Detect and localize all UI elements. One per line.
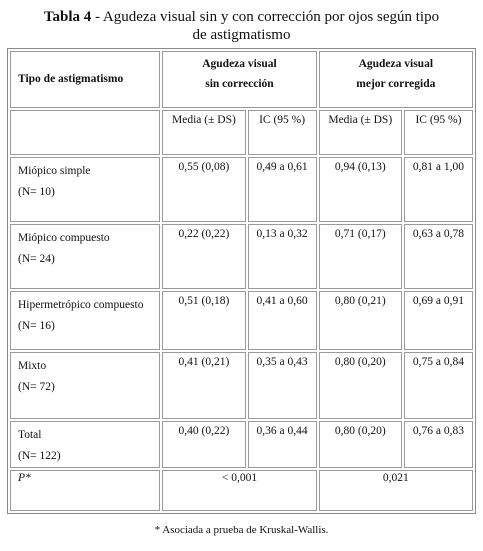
cell-mean-uncorrected: 0,22 (0,22) (162, 224, 245, 289)
caption-text-line2: de astigmatismo (192, 27, 291, 43)
header-mean-1: Media (± DS) (162, 110, 245, 156)
header-group-corrected-line1: Agudeza visual (358, 58, 434, 70)
header-mean-2: Media (± DS) (319, 110, 402, 156)
header-type: Tipo de astigmatismo (10, 51, 160, 108)
row-label (10, 291, 160, 350)
header-row-sub (10, 110, 473, 156)
row-name: Miópico simple (18, 165, 91, 178)
cell-mean-corrected: 0,80 (0,20) (319, 421, 402, 469)
header-group-uncorrected-line1: Agudeza visual (202, 58, 277, 70)
table-row (10, 157, 473, 222)
cell-ci-uncorrected: 0,49 a 0,61 (248, 157, 317, 222)
row-label (10, 224, 160, 289)
row-name: Hipermetrópico compuesto (18, 299, 144, 312)
row-n: (N= 24) (18, 253, 55, 266)
cell-mean-corrected: 0,94 (0,13) (319, 157, 402, 222)
row-name: Mixto (18, 359, 47, 372)
p-value-uncorrected: < 0,001 (162, 470, 316, 511)
header-group-corrected-line2: mejor corregida (356, 78, 436, 90)
cell-mean-corrected: 0,71 (0,17) (319, 224, 402, 289)
cell-ci-uncorrected: 0,13 a 0,32 (248, 224, 317, 289)
header-group-uncorrected (162, 51, 316, 108)
cell-ci-uncorrected: 0,36 a 0,44 (248, 421, 317, 469)
results-table (7, 48, 476, 514)
cell-ci-corrected: 0,81 a 1,00 (404, 157, 473, 222)
cell-ci-uncorrected: 0,41 a 0,60 (248, 291, 317, 350)
footnote: * Asociada a prueba de Kruskal-Wallis. (154, 524, 329, 536)
header-group-corrected (319, 51, 473, 108)
table-row (10, 352, 473, 419)
caption-label: Tabla 4 (43, 9, 92, 25)
cell-mean-uncorrected: 0,40 (0,22) (162, 421, 245, 469)
table-row (10, 224, 473, 289)
row-name: Total (18, 428, 42, 441)
row-n: (N= 72) (18, 380, 55, 393)
p-value-corrected: 0,021 (319, 470, 473, 511)
cell-ci-uncorrected: 0,35 a 0,43 (248, 352, 317, 419)
row-label (10, 421, 160, 469)
cell-ci-corrected: 0,69 a 0,91 (404, 291, 473, 350)
p-label: P* (10, 470, 160, 511)
row-n: (N= 122) (18, 449, 61, 462)
table-caption (0, 8, 483, 44)
cell-mean-uncorrected: 0,55 (0,08) (162, 157, 245, 222)
cell-mean-corrected: 0,80 (0,20) (319, 352, 402, 419)
cell-ci-corrected: 0,75 a 0,84 (404, 352, 473, 419)
cell-ci-corrected: 0,63 a 0,78 (404, 224, 473, 289)
row-n: (N= 10) (18, 186, 55, 199)
header-group-uncorrected-line2: sin corrección (205, 78, 274, 90)
row-name: Miópico compuesto (18, 232, 110, 245)
header-row-groups (10, 51, 473, 108)
table-row-total (10, 421, 473, 469)
row-label (10, 157, 160, 222)
table-row-p (10, 470, 473, 511)
table-row (10, 291, 473, 350)
cell-mean-uncorrected: 0,41 (0,21) (162, 352, 245, 419)
header-ci-1: IC (95 %) (248, 110, 317, 156)
cell-mean-corrected: 0,80 (0,21) (319, 291, 402, 350)
caption-text-line1: - Agudeza visual sin y con corrección por ojos según tipo (91, 9, 440, 25)
header-ci-2: IC (95 %) (404, 110, 473, 156)
cell-mean-uncorrected: 0,51 (0,18) (162, 291, 245, 350)
cell-ci-corrected: 0,76 a 0,83 (404, 421, 473, 469)
row-n: (N= 16) (18, 320, 55, 333)
row-label (10, 352, 160, 419)
header-empty-cell (10, 110, 160, 156)
